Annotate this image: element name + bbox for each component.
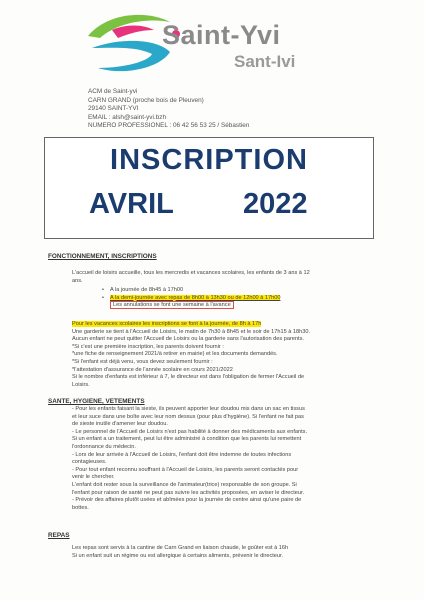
- text-line: bottes.: [72, 504, 89, 511]
- title-year: 2022: [243, 188, 308, 220]
- list-item: [100, 287, 280, 295]
- contact-line: EMAIL : alsh@saint-yvi.bzh: [88, 113, 166, 121]
- title-box: [44, 137, 374, 239]
- contact-block: [88, 88, 249, 131]
- text-line: L'enfant doit rester sous la surveillance de l'animateur(trice) responsable de son groupe. Si: [72, 481, 297, 488]
- sante-details: [72, 406, 412, 512]
- text-line: - Pour les enfants faisant la sieste, ils peuvent apporter leur doudou mis dans un sac en tissus: [72, 406, 305, 412]
- bullet-text-highlight: A la demi-journée avec repas de 8h00 à 13h30: [110, 294, 226, 301]
- section-heading-repas: REPAS: [48, 532, 70, 539]
- schedule-list: [100, 287, 280, 310]
- contact-line: ACM de Saint-yvi: [88, 88, 138, 95]
- text-line: Les repas sont servis à la cantine de Carn Grand en liaison chaude, le goûter est à 16h: [72, 545, 289, 551]
- fonctionnement-details: [72, 321, 412, 389]
- text-line: Loisirs.: [72, 381, 90, 388]
- text-line: Si un enfant a un traitement, peut lui être administré à condition que les parents lui remettent: [72, 436, 302, 443]
- text-line: *l'attestation d'assurance de l'année scolaire en cours 2021/2022: [72, 366, 233, 373]
- text-line: l'ordonnance du médecin.: [72, 443, 136, 450]
- contact-line: CARN GRAND (proche bois de Pleuven): [88, 96, 204, 104]
- text-line: L'accueil de loisirs accueille, tous les mercredis et vacances scolaires, les enfants de 3 ans à 12: [72, 270, 310, 276]
- repas-details: [72, 545, 412, 560]
- title-month: AVRIL: [89, 188, 174, 220]
- text-line: - Prévoir des affaires plutôt usées et abîmées pour la journée de centre ainsi qu'une paire de: [72, 497, 302, 504]
- text-line: *Si l'enfant est déjà venu, vous devez seulement fournir :: [72, 358, 213, 365]
- fonctionnement-intro: [72, 270, 402, 285]
- bullet-text-highlight-2: ou de 12h00 à 17h00: [226, 294, 281, 301]
- text-line: *Si c'est une première inscription, les parents doivent fournir :: [72, 343, 224, 350]
- bullet-text: A la journée de 8h45 à 17h00: [110, 287, 184, 293]
- text-line: - Le personnel de l'Accueil de Loisirs n'est pas habilité à donner des médicaments aux enfants.: [72, 428, 308, 435]
- text-line: Aucun enfant ne peut quitter l'Accueil de Loisirs ou la garderie sans l'autorisation des parents.: [72, 336, 304, 343]
- brand-name: Saint-Yvi: [162, 20, 281, 50]
- highlight-text: Pour les vacances scolaires les inscriptions se font à la journée, de 8h à 17h: [72, 321, 262, 327]
- annulation-text: Les annulations se font une semaine à l'avance: [110, 301, 234, 309]
- contact-line: NUMERO PROFESSIONEL : 06 42 56 53 25 / Sébastien: [88, 122, 250, 130]
- page-title: INSCRIPTION: [110, 144, 308, 176]
- text-line: ans.: [72, 277, 83, 284]
- text-line: de sieste inutile d'amener leur doudou.: [72, 421, 168, 428]
- text-line: contagieuses.: [72, 459, 107, 466]
- brand-subname: Sant-Ivi: [234, 52, 296, 71]
- section-heading-sante: SANTE, HYGIENE, VETEMENTS: [48, 398, 145, 405]
- text-line: *une fiche de renseignement 2021/à retirer en mairie) et les documents demandés.: [72, 351, 278, 358]
- text-line: venir le chercher.: [72, 474, 115, 481]
- highlight-line: [72, 321, 412, 329]
- text-line: l'enfant pour raison de santé ne peut pas suivre les activités proposées, en aviser le directeur.: [72, 489, 305, 496]
- annulation-note: [100, 302, 280, 310]
- contact-line: 29140 SAINT-YVI: [88, 105, 139, 113]
- text-line: - Lors de leur arrivée à l'Accueil de Loisirs, l'enfant doit être indemne de toutes infections: [72, 451, 292, 458]
- list-item: [100, 295, 280, 303]
- text-line: et leur suce dans une boîte avec leur nom dessus (pour plus d'hygiène). Si l'enfant ne fait pas: [72, 413, 304, 420]
- text-line: Une garderie se tient à l'Accueil de Loisirs, le matin de 7h30 à 8h45 et le soir de 17h15 à 18h30.: [72, 328, 311, 335]
- text-line: Si le nombre d'enfants est inférieur à 7, le directeur est dans l'obligation de fermer l'Accueil de: [72, 374, 305, 381]
- text-line: - Pour tout enfant reconnu souffrant à l'Accueil de Loisirs, les parents seront contactés pour: [72, 466, 299, 473]
- text-line: Si un enfant suit un régime ou est allergique à certains aliments, prévenir le directeur.: [72, 552, 284, 559]
- section-heading-fonctionnement: FONCTIONNEMENT, INSCRIPTIONS: [48, 253, 157, 260]
